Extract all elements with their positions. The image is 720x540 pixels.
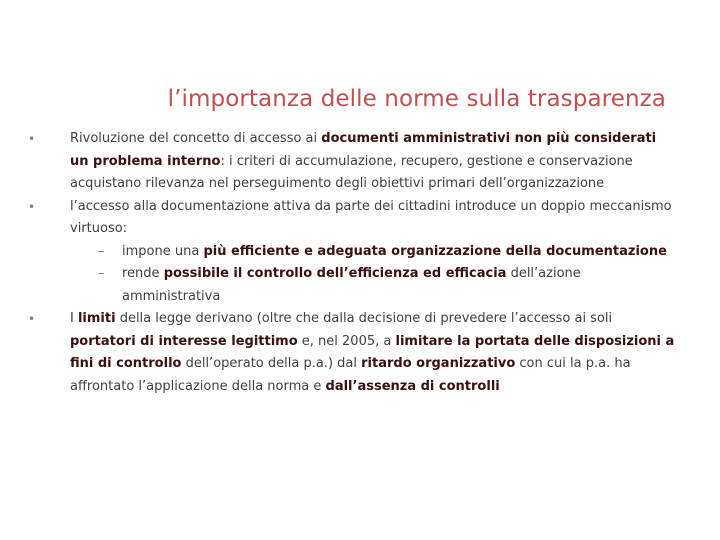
bullet-marker: • [28, 312, 36, 326]
text-run: della legge derivano (oltre che dalla decisione di prevedere l’accesso ai soli [115, 311, 613, 326]
text-run: : i criteri di accumulazione, recupero, gestione e conservazione acquistano rilevanza nel perseguimento degli obiettivi primari dell’organizzazione [70, 153, 633, 191]
emphasis-text: limiti [77, 311, 116, 326]
text-run: dell’azione amministrativa [122, 266, 581, 304]
sub-item-1 [28, 241, 678, 264]
text-run: rende [122, 266, 164, 281]
emphasis-text: dall’assenza di controlli [325, 378, 500, 394]
bullet-item-1 [28, 128, 678, 196]
text-run: impone una [122, 243, 204, 259]
slide-body [28, 128, 678, 398]
emphasis-text: ritardo organizzativo [361, 356, 516, 371]
emphasis-text: più efficiente e adeguata organizzazione della documentazione [203, 243, 667, 259]
slide-title: l’importanza delle norme sulla trasparenza [167, 86, 666, 112]
emphasis-text: limitare la portata delle disposizioni a fini di controllo [70, 333, 675, 371]
dash-marker: – [98, 266, 105, 281]
bullet-marker: • [28, 199, 36, 214]
emphasis-text: documenti amministrativi non più considerati un problema interno [70, 131, 657, 169]
bullet-item-2 [28, 196, 678, 241]
text-run: I [70, 311, 78, 326]
sub-item-2 [28, 263, 678, 308]
text-run: e, nel 2005, a [297, 333, 396, 349]
text-run: Rivoluzione del concetto di accesso ai [70, 131, 322, 146]
emphasis-text: possibile il controllo dell’efficienza ed efficacia [163, 266, 507, 281]
text-run: con cui la p.a. ha affrontato l’applicazione della norma e [70, 356, 631, 394]
bullet-item-3 [28, 308, 678, 398]
bullet-marker: • [28, 132, 36, 146]
text-run: dell’operato della p.a.) dal [181, 356, 362, 371]
dash-marker: – [98, 243, 105, 259]
text-run: l’accesso alla documentazione attiva da parte dei cittadini introduce un doppio meccanismo virtuoso: [70, 198, 672, 236]
emphasis-text: portatori di interesse legittimo [70, 333, 298, 349]
